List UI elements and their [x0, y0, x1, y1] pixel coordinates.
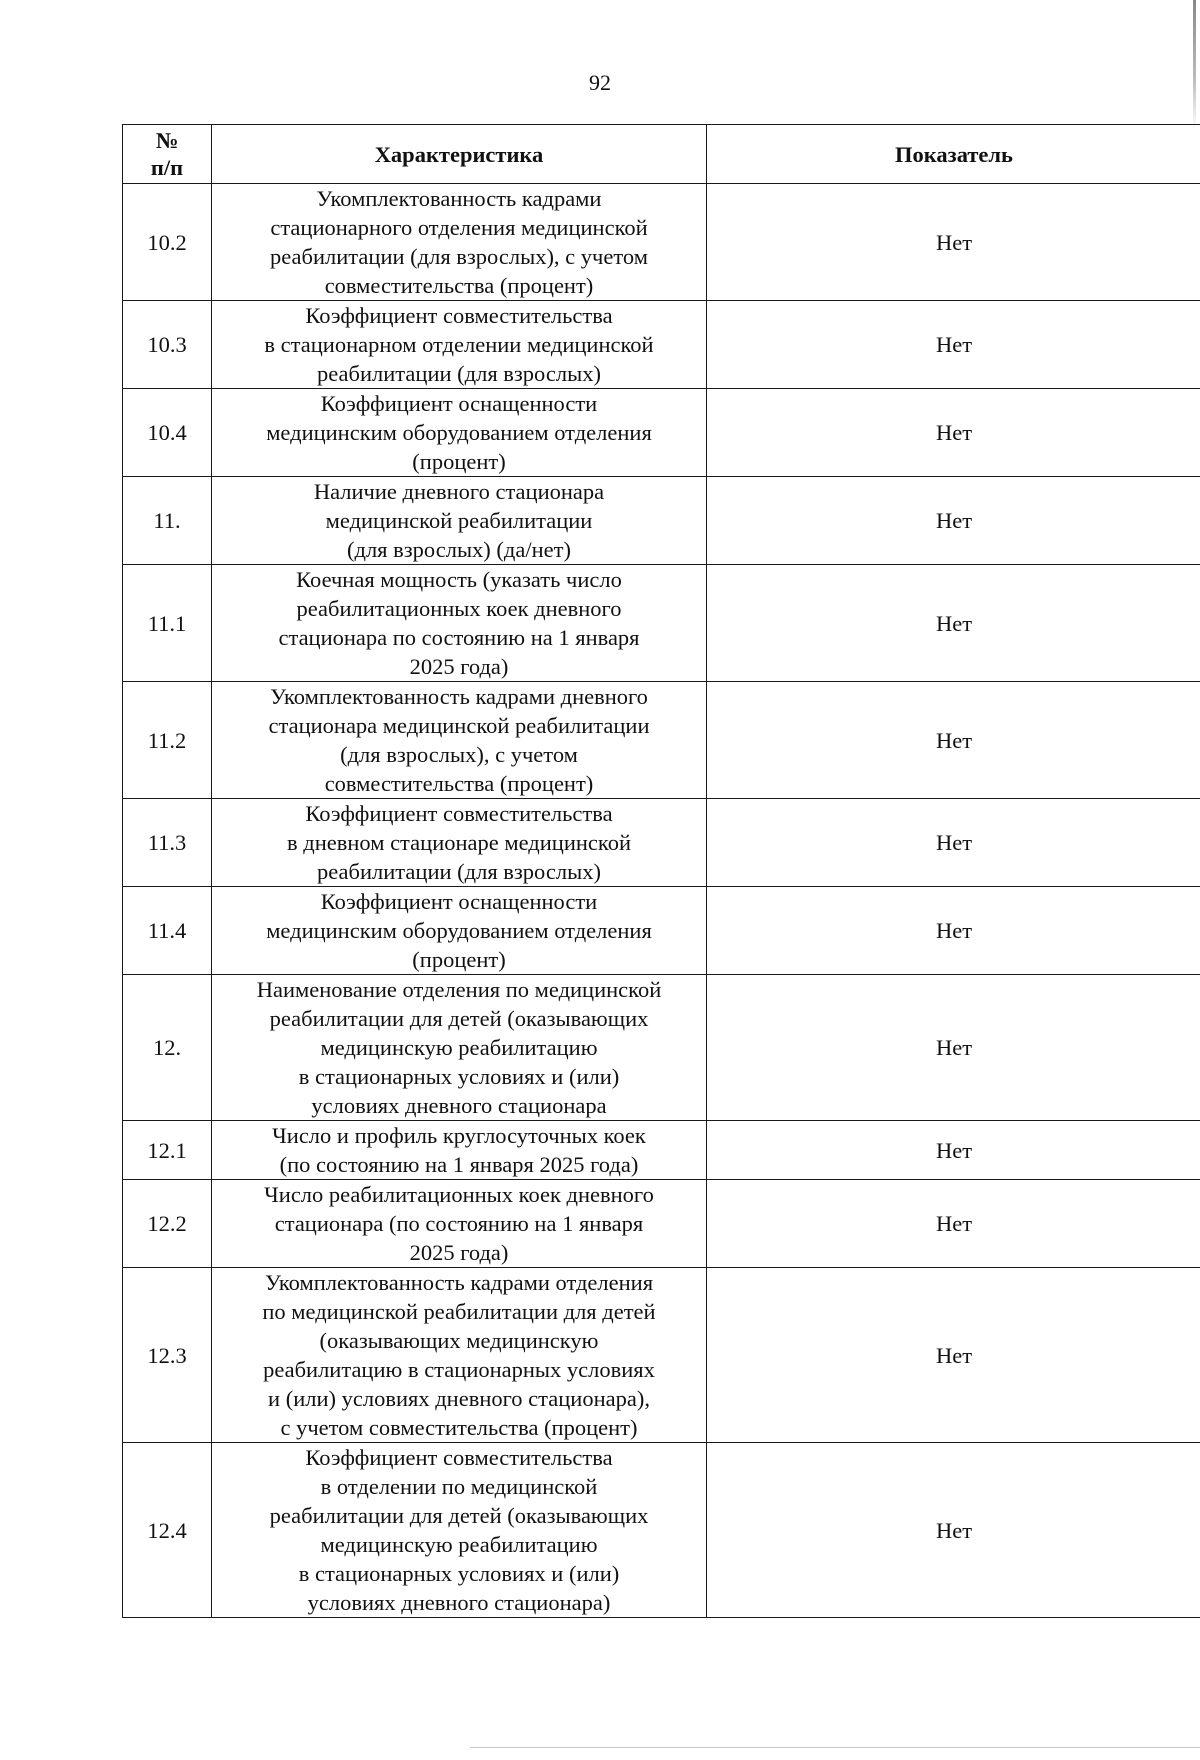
table-row	[123, 682, 1200, 799]
table-header	[123, 125, 1200, 184]
row-number: 10.4	[123, 389, 212, 477]
row-characteristic: Укомплектованность кадрами стационарного отделения медицинской реабилитации (для взрослых), с учетом совместительства (процент)	[212, 184, 707, 301]
table-row	[123, 887, 1200, 975]
row-value: Нет	[707, 1268, 1200, 1443]
row-number: 12.3	[123, 1268, 212, 1443]
row-number: 12.1	[123, 1121, 212, 1180]
table-row	[123, 1121, 1200, 1180]
page-number: 92	[589, 70, 611, 95]
row-number: 11.3	[123, 799, 212, 887]
row-characteristic: Коэффициент совместительства в дневном стационаре медицинской реабилитации (для взрослых)	[212, 799, 707, 887]
table-row	[123, 1268, 1200, 1443]
row-number: 12.2	[123, 1180, 212, 1268]
row-number: 10.2	[123, 184, 212, 301]
table-body	[123, 184, 1200, 1618]
table-row	[123, 184, 1200, 301]
row-value: Нет	[707, 565, 1200, 682]
table-row	[123, 477, 1200, 565]
table-row	[123, 799, 1200, 887]
row-value: Нет	[707, 682, 1200, 799]
header-number: № п/п	[123, 125, 212, 184]
header-row	[123, 125, 1200, 184]
row-number: 11.	[123, 477, 212, 565]
row-value: Нет	[707, 477, 1200, 565]
row-number: 12.	[123, 975, 212, 1121]
row-number: 12.4	[123, 1443, 212, 1618]
row-number: 11.1	[123, 565, 212, 682]
row-number: 11.2	[123, 682, 212, 799]
header-characteristic: Характеристика	[212, 125, 707, 184]
table-row	[123, 975, 1200, 1121]
row-characteristic: Число и профиль круглосуточных коек (по состоянию на 1 января 2025 года)	[212, 1121, 707, 1180]
scan-edge-mark	[1193, 0, 1196, 130]
table-row	[123, 1443, 1200, 1618]
row-value: Нет	[707, 184, 1200, 301]
row-value: Нет	[707, 1443, 1200, 1618]
characteristics-table	[122, 124, 1200, 1618]
row-characteristic: Коэффициент оснащенности медицинским оборудованием отделения (процент)	[212, 389, 707, 477]
table-row	[123, 301, 1200, 389]
row-value: Нет	[707, 1180, 1200, 1268]
row-characteristic: Наличие дневного стационара медицинской реабилитации (для взрослых) (да/нет)	[212, 477, 707, 565]
row-characteristic: Укомплектованность кадрами отделения по медицинской реабилитации для детей (оказывающих медицинскую реабилитацию в стационарных условиях и (или) условиях дневного стационара), с учетом совместительства (процент)	[212, 1268, 707, 1443]
scan-edge-line	[470, 1747, 1200, 1748]
row-characteristic: Наименование отделения по медицинской реабилитации для детей (оказывающих медицинскую реабилитацию в стационарных условиях и (или) условиях дневного стационара	[212, 975, 707, 1121]
row-number: 10.3	[123, 301, 212, 389]
row-characteristic: Коэффициент совместительства в отделении по медицинской реабилитации для детей (оказывающих медицинскую реабилитацию в стационарных условиях и (или) условиях дневного стационара)	[212, 1443, 707, 1618]
header-value: Показатель	[707, 125, 1200, 184]
row-value: Нет	[707, 389, 1200, 477]
row-characteristic: Коечная мощность (указать число реабилитационных коек дневного стационара по состоянию на 1 января 2025 года)	[212, 565, 707, 682]
row-characteristic: Укомплектованность кадрами дневного стационара медицинской реабилитации (для взрослых), с учетом совместительства (процент)	[212, 682, 707, 799]
table-row	[123, 389, 1200, 477]
row-characteristic: Коэффициент оснащенности медицинским оборудованием отделения (процент)	[212, 887, 707, 975]
row-value: Нет	[707, 799, 1200, 887]
row-characteristic: Коэффициент совместительства в стационарном отделении медицинской реабилитации (для взрослых)	[212, 301, 707, 389]
row-value: Нет	[707, 975, 1200, 1121]
table-row	[123, 1180, 1200, 1268]
row-value: Нет	[707, 887, 1200, 975]
table-row	[123, 565, 1200, 682]
row-value: Нет	[707, 1121, 1200, 1180]
row-number: 11.4	[123, 887, 212, 975]
row-value: Нет	[707, 301, 1200, 389]
row-characteristic: Число реабилитационных коек дневного стационара (по состоянию на 1 января 2025 года)	[212, 1180, 707, 1268]
